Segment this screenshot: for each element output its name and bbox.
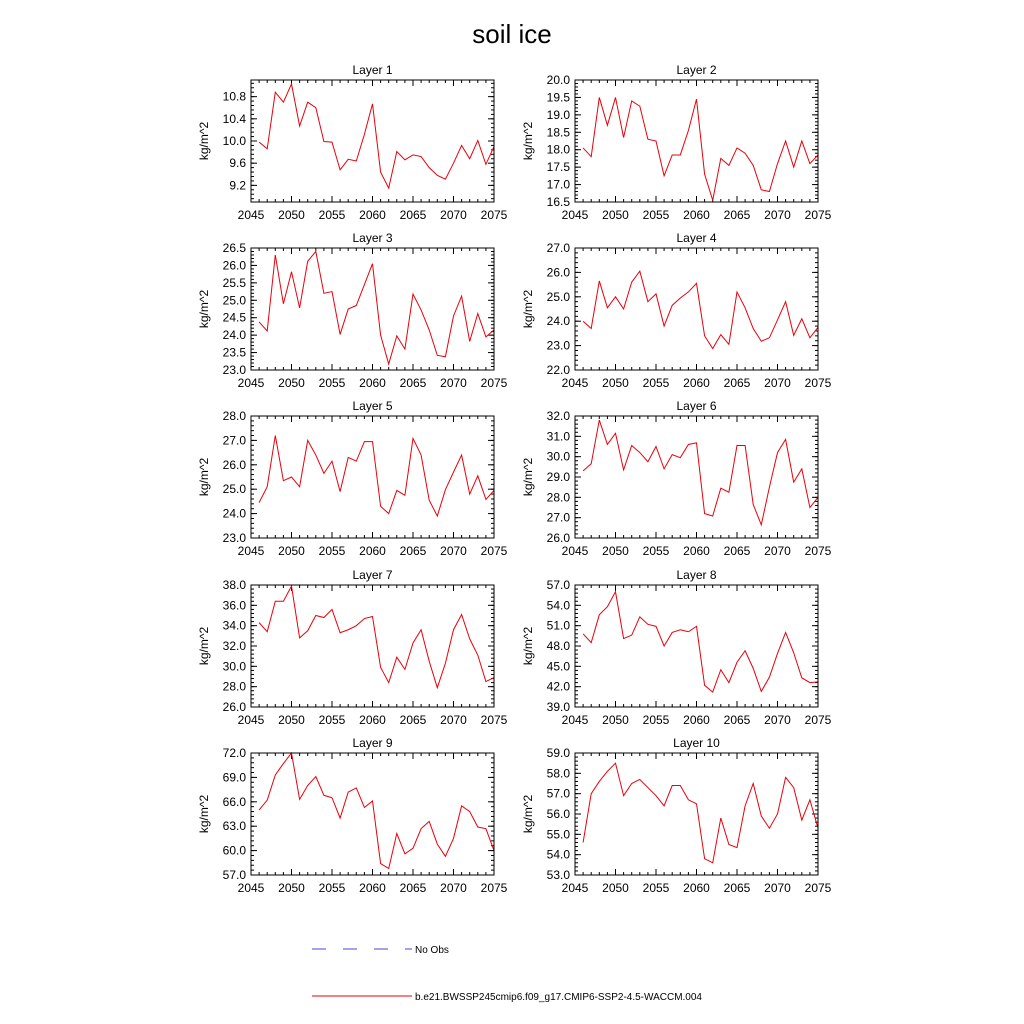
y-tick-label: 53.0 (546, 868, 570, 882)
plot-frame (575, 753, 818, 875)
x-tick-label: 2050 (278, 544, 305, 558)
y-tick-label: 57.0 (222, 868, 246, 882)
x-tick-label: 2060 (683, 376, 710, 390)
x-tick-label: 2055 (318, 376, 346, 390)
panel-layer-5 (197, 399, 508, 558)
x-tick-label: 2075 (804, 208, 832, 222)
y-tick-label: 59.0 (546, 746, 570, 760)
y-tick-label: 39.0 (546, 700, 570, 714)
x-tick-label: 2050 (278, 376, 305, 390)
y-tick-label: 23.5 (222, 345, 246, 360)
panel-layer-10 (521, 736, 832, 895)
x-tick-label: 2050 (602, 544, 629, 558)
y-tick-label: 26.0 (222, 700, 246, 714)
x-tick-label: 2060 (683, 208, 710, 222)
panel-title: Layer 8 (676, 568, 717, 582)
x-tick-label: 2060 (683, 713, 710, 727)
y-tick-label: 24.0 (546, 314, 570, 329)
x-tick-label: 2045 (561, 544, 589, 558)
x-tick-label: 2055 (642, 881, 670, 895)
panel-layer-1 (197, 63, 508, 222)
panel-grid (197, 63, 832, 895)
x-tick-label: 2050 (602, 208, 629, 222)
series-line (583, 271, 818, 348)
x-tick-label: 2055 (642, 208, 670, 222)
y-tick-label: 51.0 (546, 618, 570, 633)
y-axis-label: kg/m^2 (197, 289, 211, 329)
x-tick-label: 2070 (440, 713, 467, 727)
x-tick-label: 2050 (278, 881, 305, 895)
y-tick-label: 27.0 (546, 241, 570, 255)
plot-frame (575, 416, 818, 538)
y-tick-label: 10.4 (222, 111, 246, 126)
y-tick-label: 45.0 (546, 659, 570, 674)
x-tick-label: 2065 (723, 544, 751, 558)
y-tick-label: 25.0 (546, 289, 570, 304)
y-axis-label: kg/m^2 (197, 794, 211, 834)
series-line (583, 420, 818, 525)
panel-title: Layer 6 (676, 399, 717, 413)
y-tick-label: 24.0 (222, 328, 246, 343)
y-axis-label: kg/m^2 (521, 794, 535, 834)
y-axis-label: kg/m^2 (521, 457, 535, 497)
series-line (259, 586, 494, 688)
y-tick-label: 25.5 (222, 275, 246, 290)
y-tick-label: 30.0 (222, 659, 246, 674)
x-tick-label: 2050 (278, 713, 305, 727)
x-tick-label: 2050 (602, 881, 629, 895)
x-tick-label: 2060 (359, 376, 386, 390)
x-tick-label: 2060 (359, 881, 386, 895)
panel-layer-6 (521, 399, 832, 558)
x-tick-label: 2045 (561, 881, 589, 895)
y-tick-label: 26.0 (546, 265, 570, 280)
panel-title: Layer 9 (352, 736, 393, 750)
x-tick-label: 2075 (480, 881, 508, 895)
plot-frame (251, 80, 494, 202)
y-tick-label: 26.0 (222, 457, 246, 472)
x-tick-label: 2055 (318, 881, 346, 895)
plot-frame (575, 585, 818, 707)
y-tick-label: 29.0 (546, 470, 570, 484)
x-tick-label: 2065 (723, 881, 751, 895)
panel-layer-2 (521, 63, 832, 222)
y-tick-label: 26.0 (546, 531, 570, 545)
x-tick-label: 2070 (764, 544, 791, 558)
legend (312, 945, 702, 1003)
panel-title: Layer 10 (673, 736, 720, 750)
panel-layer-4 (521, 231, 832, 390)
series-line (259, 753, 494, 868)
y-tick-label: 54.0 (546, 847, 570, 862)
x-tick-label: 2075 (804, 713, 832, 727)
x-tick-label: 2050 (602, 376, 629, 390)
y-tick-label: 25.0 (222, 293, 246, 308)
x-tick-label: 2045 (237, 376, 265, 390)
y-tick-label: 24.0 (222, 506, 246, 521)
y-tick-label: 28.0 (546, 490, 570, 505)
y-tick-label: 24.5 (222, 310, 246, 325)
y-tick-label: 36.0 (222, 598, 246, 613)
y-tick-label: 48.0 (546, 639, 570, 653)
x-tick-label: 2050 (278, 208, 305, 222)
series-line (259, 436, 494, 517)
x-tick-label: 2055 (318, 544, 346, 558)
y-tick-label: 63.0 (222, 819, 246, 834)
y-tick-label: 27.0 (546, 510, 570, 525)
x-tick-label: 2045 (561, 376, 589, 390)
x-tick-label: 2060 (683, 881, 710, 895)
y-tick-label: 34.0 (222, 618, 246, 633)
x-tick-label: 2055 (642, 713, 670, 727)
y-axis-label: kg/m^2 (521, 289, 535, 329)
y-tick-label: 27.0 (222, 433, 246, 448)
plot-frame (575, 80, 818, 202)
y-axis-label: kg/m^2 (197, 457, 211, 497)
panel-title: Layer 7 (352, 568, 393, 582)
y-tick-label: 19.5 (546, 90, 570, 105)
y-tick-label: 28.0 (222, 679, 246, 694)
x-tick-label: 2065 (399, 713, 427, 727)
x-tick-label: 2065 (399, 881, 427, 895)
x-tick-label: 2075 (480, 544, 508, 558)
y-tick-label: 10.8 (222, 89, 246, 104)
y-tick-label: 58.0 (546, 766, 570, 781)
y-tick-label: 9.2 (229, 178, 246, 193)
y-tick-label: 28.0 (222, 409, 246, 423)
series-line (259, 84, 494, 188)
y-tick-label: 31.0 (546, 429, 570, 444)
y-tick-label: 16.5 (546, 195, 570, 209)
y-axis-label: kg/m^2 (197, 626, 211, 666)
y-tick-label: 66.0 (222, 794, 246, 809)
x-tick-label: 2070 (764, 881, 791, 895)
x-tick-label: 2075 (480, 208, 508, 222)
x-tick-label: 2055 (318, 208, 346, 222)
series-line (583, 763, 818, 863)
plot-frame (251, 585, 494, 707)
x-tick-label: 2075 (804, 376, 832, 390)
x-tick-label: 2065 (723, 376, 751, 390)
x-tick-label: 2045 (237, 208, 265, 222)
panel-layer-7 (197, 568, 508, 727)
x-tick-label: 2065 (723, 713, 751, 727)
y-axis-label: kg/m^2 (521, 121, 535, 161)
x-tick-label: 2075 (804, 544, 832, 558)
x-tick-label: 2045 (237, 544, 265, 558)
panel-layer-8 (521, 568, 832, 727)
y-tick-label: 72.0 (222, 746, 246, 760)
x-tick-label: 2060 (359, 544, 386, 558)
x-tick-label: 2045 (561, 713, 589, 727)
y-tick-label: 19.0 (546, 107, 570, 122)
series-line (583, 97, 818, 200)
x-tick-label: 2065 (399, 376, 427, 390)
x-tick-label: 2045 (237, 881, 265, 895)
legend-model-label: b.e21.BWSSP245cmip6.f09_g17.CMIP6-SSP2-4.5-WACCM.004 (415, 992, 702, 1003)
x-tick-label: 2070 (764, 713, 791, 727)
y-tick-label: 23.0 (222, 531, 246, 545)
figure-title: soil ice (472, 19, 552, 49)
plot-frame (575, 248, 818, 370)
x-tick-label: 2065 (399, 208, 427, 222)
x-tick-label: 2065 (399, 544, 427, 558)
x-tick-label: 2070 (764, 208, 791, 222)
y-tick-label: 54.0 (546, 598, 570, 613)
panel-layer-9 (197, 736, 508, 895)
x-tick-label: 2055 (642, 376, 670, 390)
x-tick-label: 2070 (440, 208, 467, 222)
y-axis-label: kg/m^2 (197, 121, 211, 161)
y-tick-label: 60.0 (222, 843, 246, 858)
y-tick-label: 57.0 (546, 786, 570, 801)
y-tick-label: 9.6 (229, 156, 246, 171)
y-tick-label: 17.5 (546, 160, 570, 175)
plot-frame (251, 416, 494, 538)
y-tick-label: 23.0 (546, 338, 570, 353)
x-tick-label: 2055 (318, 713, 346, 727)
panel-title: Layer 2 (676, 63, 717, 77)
panel-title: Layer 4 (676, 231, 717, 245)
panel-title: Layer 1 (352, 63, 393, 77)
y-tick-label: 69.0 (222, 770, 246, 785)
y-tick-label: 55.0 (546, 827, 570, 842)
series-line (583, 592, 818, 692)
series-line (259, 251, 494, 364)
x-tick-label: 2045 (561, 208, 589, 222)
y-tick-label: 32.0 (222, 639, 246, 653)
y-tick-label: 32.0 (546, 409, 570, 423)
x-tick-label: 2055 (642, 544, 670, 558)
y-tick-label: 26.0 (222, 258, 246, 273)
panel-layer-3 (197, 231, 508, 390)
y-tick-label: 38.0 (222, 578, 246, 592)
y-tick-label: 22.0 (546, 363, 570, 377)
x-tick-label: 2070 (440, 544, 467, 558)
plot-frame (251, 753, 494, 875)
y-tick-label: 56.0 (546, 807, 570, 821)
x-tick-label: 2070 (440, 881, 467, 895)
x-tick-label: 2075 (804, 881, 832, 895)
x-tick-label: 2075 (480, 713, 508, 727)
x-tick-label: 2045 (237, 713, 265, 727)
x-tick-label: 2075 (480, 376, 508, 390)
panel-title: Layer 5 (352, 399, 393, 413)
y-tick-label: 57.0 (546, 578, 570, 592)
x-tick-label: 2060 (359, 208, 386, 222)
x-tick-label: 2060 (683, 544, 710, 558)
x-tick-label: 2070 (440, 376, 467, 390)
y-tick-label: 25.0 (222, 482, 246, 497)
x-tick-label: 2065 (723, 208, 751, 222)
y-tick-label: 30.0 (546, 449, 570, 464)
x-tick-label: 2070 (764, 376, 791, 390)
y-tick-label: 18.5 (546, 125, 570, 140)
y-tick-label: 10.0 (222, 134, 246, 148)
y-axis-label: kg/m^2 (521, 626, 535, 666)
y-tick-label: 42.0 (546, 679, 570, 694)
x-tick-label: 2060 (359, 713, 386, 727)
x-tick-label: 2050 (602, 713, 629, 727)
y-tick-label: 23.0 (222, 363, 246, 377)
y-tick-label: 26.5 (222, 241, 246, 255)
legend-obs-label: No Obs (415, 945, 449, 956)
y-tick-label: 17.0 (546, 177, 570, 192)
y-tick-label: 18.0 (546, 142, 570, 157)
panel-title: Layer 3 (352, 231, 393, 245)
y-tick-label: 20.0 (546, 73, 570, 87)
